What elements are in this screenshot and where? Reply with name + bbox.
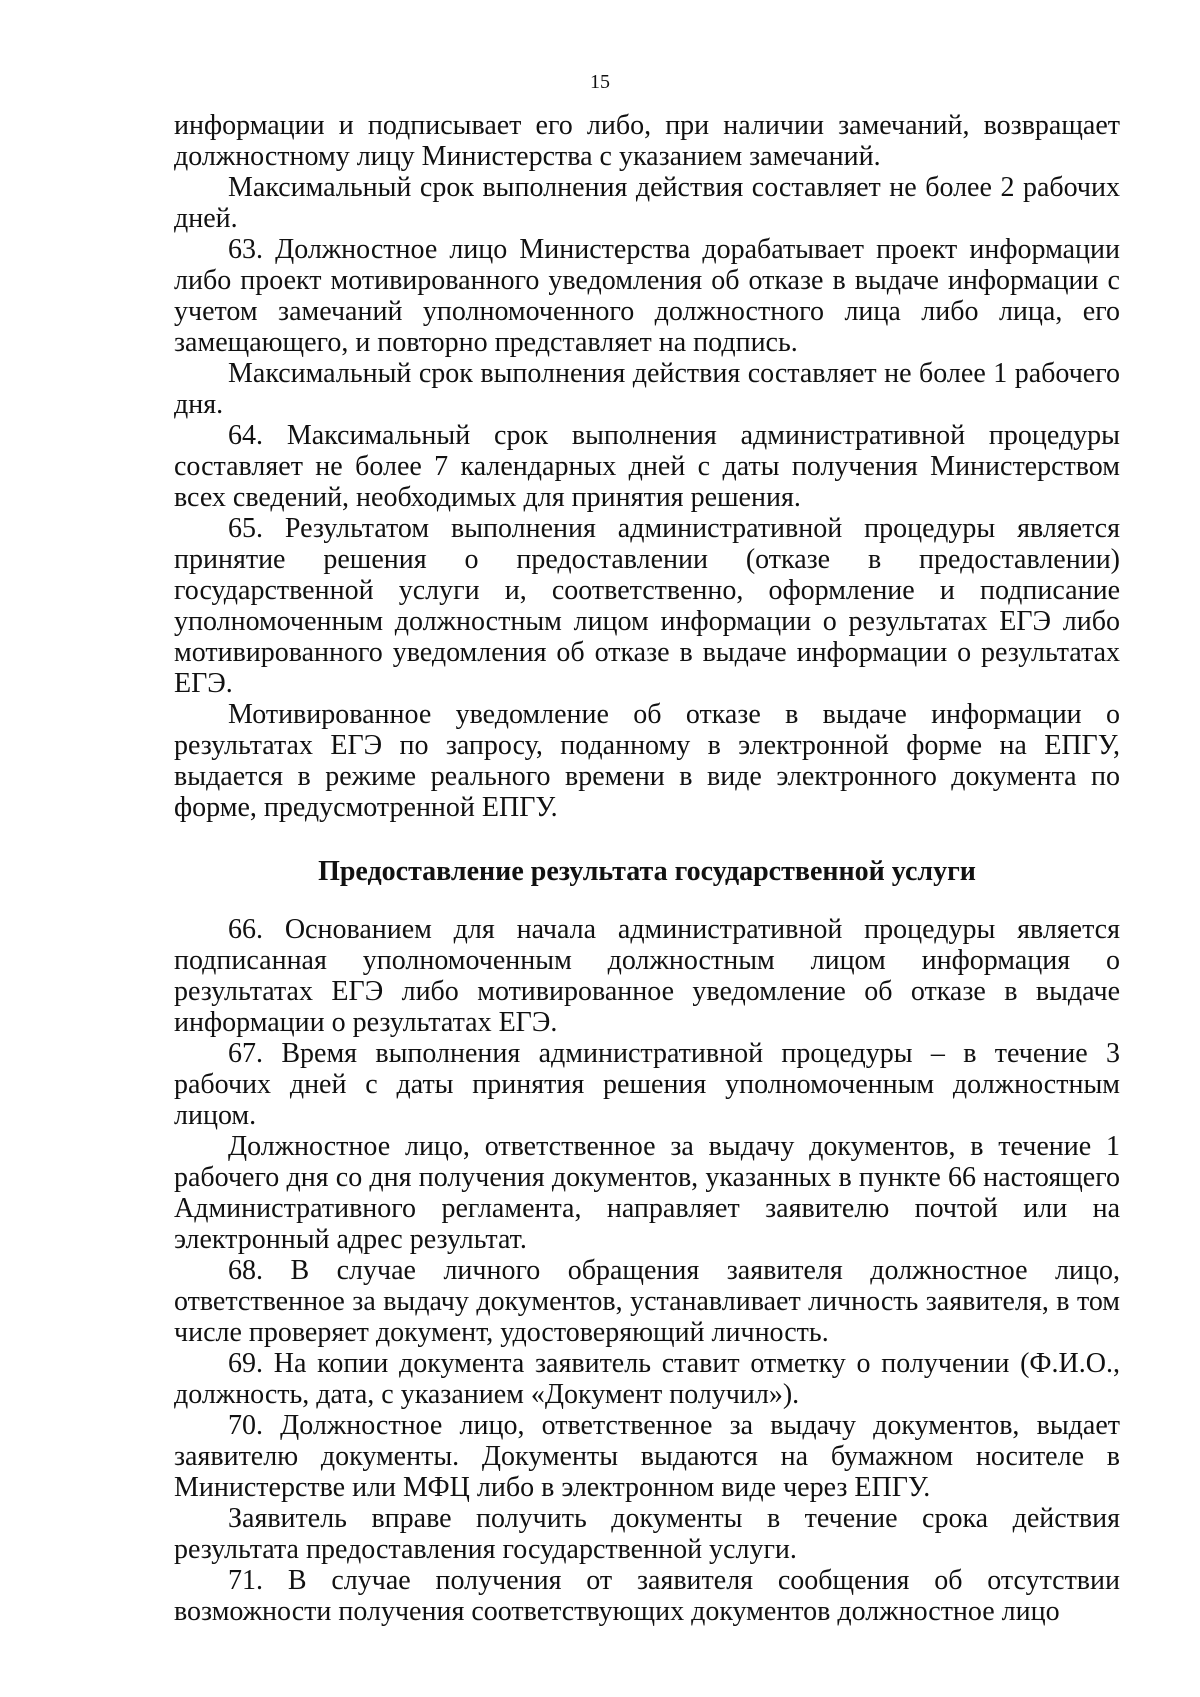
page-number: 15: [590, 71, 610, 93]
paragraph-71: 71. В случае получения от заявителя сообщения об отсутствии возможности получения соответствующих документов должностное лицо: [174, 1565, 1120, 1627]
paragraph-66: 66. Основанием для начала административной процедуры является подписанная уполномоченным должностным лицом информация о результатах ЕГЭ либо мотивированное уведомление об отказе в выдаче информации о результатах ЕГЭ.: [174, 914, 1120, 1038]
paragraph-63: 63. Должностное лицо Министерства дорабатывает проект информации либо проект мотивированного уведомления об отказе в выдаче информации с учетом замечаний уполномоченного должностного лица либо лица, его замещающего, и повторно представляет на подпись.: [174, 234, 1120, 358]
paragraph-69: 69. На копии документа заявитель ставит отметку о получении (Ф.И.О., должность, дата, с указанием «Документ получил»).: [174, 1348, 1120, 1410]
paragraph: Мотивированное уведомление об отказе в выдаче информации о результатах ЕГЭ по запросу, поданному в электронной форме на ЕПГУ, выдается в режиме реального времени в виде электронного документа по форме, предусмотренной ЕПГУ.: [174, 699, 1120, 823]
paragraph-70: 70. Должностное лицо, ответственное за выдачу документов, выдает заявителю документы. Документы выдаются на бумажном носителе в Министерстве или МФЦ либо в электронном виде через ЕПГУ.: [174, 1410, 1120, 1503]
paragraph-68: 68. В случае личного обращения заявителя должностное лицо, ответственное за выдачу документов, устанавливает личность заявителя, в том числе проверяет документ, удостоверяющий личность.: [174, 1255, 1120, 1348]
paragraph: Максимальный срок выполнения действия составляет не более 1 рабочего дня.: [174, 358, 1120, 420]
paragraph: Максимальный срок выполнения действия составляет не более 2 рабочих дней.: [174, 172, 1120, 234]
section-heading: Предоставление результата государственной услуги: [318, 856, 976, 887]
paragraph-65: 65. Результатом выполнения административной процедуры является принятие решения о предоставлении (отказе в предоставлении) государственной услуги и, соответственно, оформление и подписание уполномоченным должностным лицом информации о результатах ЕГЭ либо мотивированного уведомления об отказе в выдаче информации о результатах ЕГЭ.: [174, 513, 1120, 699]
paragraph-continuation: информации и подписывает его либо, при наличии замечаний, возвращает должностному лицу Министерства с указанием замечаний.: [174, 110, 1120, 172]
paragraph: Заявитель вправе получить документы в течение срока действия результата предоставления государственной услуги.: [174, 1503, 1120, 1565]
paragraph: Должностное лицо, ответственное за выдачу документов, в течение 1 рабочего дня со дня получения документов, указанных в пункте 66 настоящего Административного регламента, направляет заявителю почтой или на электронный адрес результат.: [174, 1131, 1120, 1255]
paragraph-64: 64. Максимальный срок выполнения административной процедуры составляет не более 7 календарных дней с даты получения Министерством всех сведений, необходимых для принятия решения.: [174, 420, 1120, 513]
paragraph-67: 67. Время выполнения административной процедуры – в течение 3 рабочих дней с даты принятия решения уполномоченным должностным лицом.: [174, 1038, 1120, 1131]
document-body: [174, 110, 1120, 1627]
